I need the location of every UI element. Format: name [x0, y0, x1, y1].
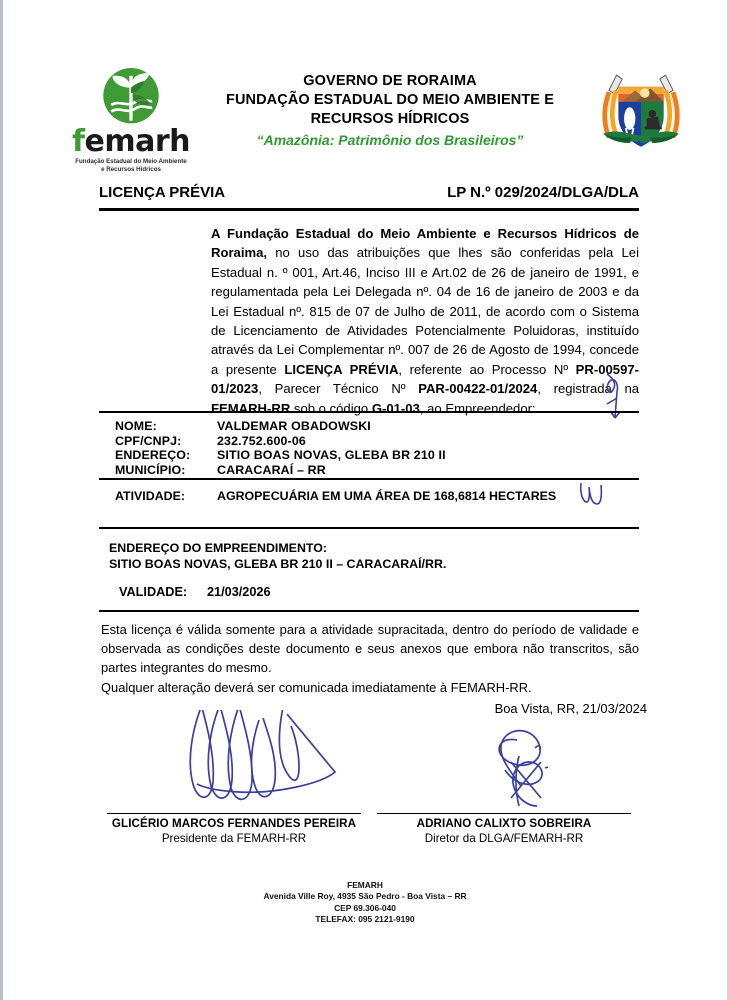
femarh-wordmark-initial: f: [71, 124, 85, 159]
closing-note: Qualquer alteração deverá ser comunicada imediatamente à FEMARH-RR.: [101, 679, 532, 695]
intro-paragraph: [211, 224, 639, 418]
signature-line-president: [107, 813, 361, 814]
signature-area: [99, 716, 639, 846]
field-row-nome: [115, 419, 639, 434]
femarh-logo-subtitle-line1: Fundação Estadual do Meio Ambiente: [75, 158, 187, 165]
intro-bold-femarh: FEMARH-RR: [211, 400, 291, 416]
femarh-leaf-logo-icon: [98, 64, 164, 130]
intro-bold-parecer-number: PAR-00422-01/2024: [418, 381, 538, 397]
intro-text-2: , referente ao Processo Nº: [398, 361, 576, 377]
intro-text-5: sob o código: [290, 400, 372, 416]
footer-address: Avenida Ville Roy, 4935 São Pedro - Boa Vista – RR: [263, 891, 467, 902]
signature-block-president: [99, 716, 369, 846]
signature-name-president: GLICÉRIO MARCOS FERNANDES PEREIRA: [111, 817, 357, 830]
field-value-nome: VALDEMAR OBADOWSKI: [217, 419, 371, 433]
intro-text-1: no uso das atribuições que lhes são conferidas pela Lei Estadual n. º 001, Art.46, Inciso III e Art.02 de 26 de janeiro de 1991, e regulamentada pela Lei Delegada nº. 04 de 16 de janeiro de 2003 e da Lei Estadual nº. 815 de 07 de Julho de 2011, de acordo com o Sistema de Licenciamento de Atividades Potencialmente Poluidoras, instituído através da Lei Complementar nº. 007 de 26 de Agosto de 1994, concede a presente: [211, 245, 639, 377]
closing-paragraph: Esta licença é válida somente para a atividade supracitada, dentro do período de validade e observada as condições deste documento e seus anexos que embora não transcritos, são partes integrantes do mesmo.: [101, 622, 639, 676]
license-number: LP N.º 029/2024/DLGA/DLA: [447, 184, 639, 201]
signature-block-director: [369, 716, 639, 846]
intro-bold-codigo: G-01-03: [371, 400, 420, 416]
divider-above-fields: [99, 411, 639, 413]
header-line-resources: RECURSOS HÍDRICOS: [310, 111, 470, 128]
validity-value: 21/03/2026: [207, 585, 271, 599]
signature-name-director: ADRIANO CALIXTO SOBREIRA: [416, 817, 592, 830]
header-title-block: [173, 72, 607, 151]
femarh-logo-subtitle: [51, 158, 211, 174]
page-title: LICENÇA PRÉVIA: [99, 184, 226, 201]
roraima-coat-of-arms-icon: [593, 62, 689, 160]
license-title-row: [99, 184, 639, 201]
document-header: [3, 62, 727, 173]
field-label-endereco: ENDEREÇO:: [115, 448, 191, 463]
entrepreneur-fields: [115, 419, 639, 477]
validity-row: [119, 585, 639, 599]
field-label-cpf-cnpj: CPF/CNPJ:: [115, 433, 182, 448]
signature-scribble-president: [99, 710, 369, 810]
femarh-wordmark-rest: emarh: [84, 124, 191, 159]
activity-row: [115, 489, 639, 503]
field-value-endereco: SITIO BOAS NOVAS, GLEBA BR 210 II: [217, 448, 446, 463]
document-footer: [3, 880, 727, 926]
activity-label: ATIVIDADE:: [115, 489, 185, 503]
field-row-cpf-cnpj: [115, 434, 639, 449]
place-and-date: Boa Vista, RR, 21/03/2024: [494, 701, 647, 716]
header-line-foundation: FUNDAÇÃO ESTADUAL DO MEIO AMBIENTE E: [226, 92, 554, 109]
intro-text-3: , Parecer Técnico Nº: [258, 381, 419, 397]
footer-cep: CEP 69.306-040: [334, 902, 396, 913]
footer-telefax: TELEFAX: 095 2121-9190: [315, 914, 415, 925]
signature-scribble-director: [369, 710, 639, 810]
enterprise-address-label: ENDEREÇO DO EMPREENDIMENTO:: [109, 541, 328, 555]
intro-bold-foundation: A Fundação Estadual do Meio Ambiente e Recursos Hídricos de Roraima,: [211, 226, 639, 261]
signature-line-director: [377, 813, 631, 814]
divider-under-title: [99, 208, 639, 211]
intro-bold-processo-number: PR-00597-01/2023: [211, 361, 639, 397]
field-label-nome: NOME:: [115, 419, 157, 433]
field-row-municipio: [115, 463, 639, 478]
closing-block: [101, 620, 639, 697]
intro-text-4: , registrada na: [537, 381, 640, 397]
divider-above-closing: [99, 610, 639, 612]
enterprise-address-value: SITIO BOAS NOVAS, GLEBA BR 210 II – CARACARAÍ/RR.: [109, 557, 447, 571]
field-label-municipio: MUNICÍPIO:: [115, 462, 186, 477]
femarh-logo-subtitle-line2: e Recursos Hídricos: [101, 165, 161, 173]
intro-text-6: , ao Empreendedor:: [419, 400, 536, 416]
enterprise-address-block: [109, 540, 639, 572]
signature-role-president: Presidente da FEMARH-RR: [161, 832, 307, 845]
field-row-endereco: [115, 448, 639, 463]
validity-label: VALIDADE:: [119, 585, 188, 599]
activity-value: AGROPECUÁRIA EM UMA ÁREA DE 168,6814 HECTARES: [217, 489, 557, 503]
header-line-government: GOVERNO DE RORAIMA: [303, 73, 477, 89]
divider-above-activity: [99, 478, 639, 480]
footer-org-name: FEMARH: [347, 880, 383, 890]
divider-above-enterprise: [99, 527, 639, 529]
field-value-cpf-cnpj: 232.752.600-06: [217, 433, 306, 448]
field-value-municipio: CARACARAÍ – RR: [217, 462, 326, 477]
signature-role-director: Diretor da DLGA/FEMARH-RR: [424, 832, 584, 845]
intro-bold-licenca-previa: LICENÇA PRÉVIA: [284, 361, 399, 377]
header-slogan: “Amazônia: Patrimônio dos Brasileiros”: [256, 132, 524, 149]
